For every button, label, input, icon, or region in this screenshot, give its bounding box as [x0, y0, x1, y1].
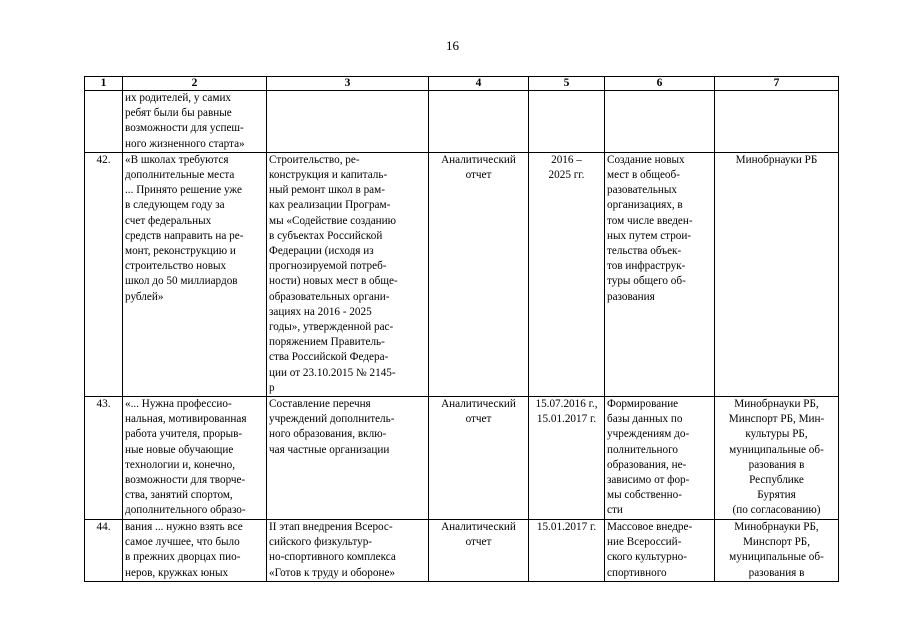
header-col-7: 7 — [715, 77, 839, 91]
table-row-continuation — [85, 91, 839, 153]
cell-deadline: 15.01.2017 г. — [529, 520, 605, 582]
cell-responsible: Минобрнауки РБ — [715, 152, 839, 396]
cell-deadline: 15.07.2016 г., 15.01.2017 г. — [529, 397, 605, 520]
header-col-4: 4 — [429, 77, 529, 91]
cell-num: 42. — [85, 152, 123, 396]
cell-report: Аналитический отчет — [429, 152, 529, 396]
cell-result — [605, 91, 715, 153]
header-col-6: 6 — [605, 77, 715, 91]
cell-num: 43. — [85, 397, 123, 520]
cell-num: 44. — [85, 520, 123, 582]
page-number: 16 — [446, 38, 459, 53]
table-row — [85, 520, 839, 582]
cell-result: Массовое внедре- ние Всероссий- ского культурно- спортивного — [605, 520, 715, 582]
cell-result: Формирование базы данных по учреждениям до- полнительного образования, не- зависимо от фор- мы собственно- сти — [605, 397, 715, 520]
cell-responsible: Минобрнауки РБ, Минспорт РБ, Мин- культуры РБ, муниципальные об- разования в Республике Бурятия (по согласованию) — [715, 397, 839, 520]
header-row — [85, 77, 839, 91]
cell-report: Аналитический отчет — [429, 397, 529, 520]
header-col-5: 5 — [529, 77, 605, 91]
cell-result: Создание новых мест в общеоб- разовательных организациях, в том числе введен- ных путем строи- тельства объек- тов инфраструк- туры общего об- разования — [605, 152, 715, 396]
cell-deadline — [529, 91, 605, 153]
cell-num — [85, 91, 123, 153]
plan-table — [84, 76, 839, 582]
cell-report: Аналитический отчет — [429, 520, 529, 582]
cell-quote: их родителей, у самих ребят были бы равные возможности для успеш- ного жизненного старта» — [123, 91, 267, 153]
cell-responsible: Минобрнауки РБ, Минспорт РБ, муниципальные об- разования в — [715, 520, 839, 582]
table-row — [85, 152, 839, 396]
cell-quote: «В школах требуются дополнительные места ... Принято решение уже в следующем году за счет федеральных средств направить на ре- монт, реконструкцию и строительство новых школ до 50 миллиардов рублей» — [123, 152, 267, 396]
cell-responsible — [715, 91, 839, 153]
header-col-1: 1 — [85, 77, 123, 91]
cell-measure — [267, 91, 429, 153]
header-col-3: 3 — [267, 77, 429, 91]
cell-measure: Строительство, ре- конструкция и капиталь- ный ремонт школ в рам- ках реализации Програм- мы «Содействие созданию в субъектах Российской Федерации (исходя из прогнозируемой потреб- ности) новых мест в обще- образовательных органи- зациях на 2016 - 2025 годы», утвержденной рас- поряжением Правитель- ства Российской Федера- ции от 23.10.2015 № 2145- р — [267, 152, 429, 396]
header-col-2: 2 — [123, 77, 267, 91]
cell-measure: II этап внедрения Всерос- сийского физкультур- но-спортивного комплекса «Готов к труду и обороне» — [267, 520, 429, 582]
cell-quote: вания ... нужно взять все самое лучшее, что было в прежних дворцах пио- неров, кружках юных — [123, 520, 267, 582]
cell-report — [429, 91, 529, 153]
cell-deadline: 2016 – 2025 гг. — [529, 152, 605, 396]
table-row — [85, 397, 839, 520]
cell-measure: Составление перечня учреждений дополнитель- ного образования, вклю- чая частные организации — [267, 397, 429, 520]
cell-quote: «... Нужна профессио- нальная, мотивированная работа учителя, прорыв- ные новые обучающие технологии и, конечно, возможности для творче- ства, занятий спортом, дополнительного образо- — [123, 397, 267, 520]
